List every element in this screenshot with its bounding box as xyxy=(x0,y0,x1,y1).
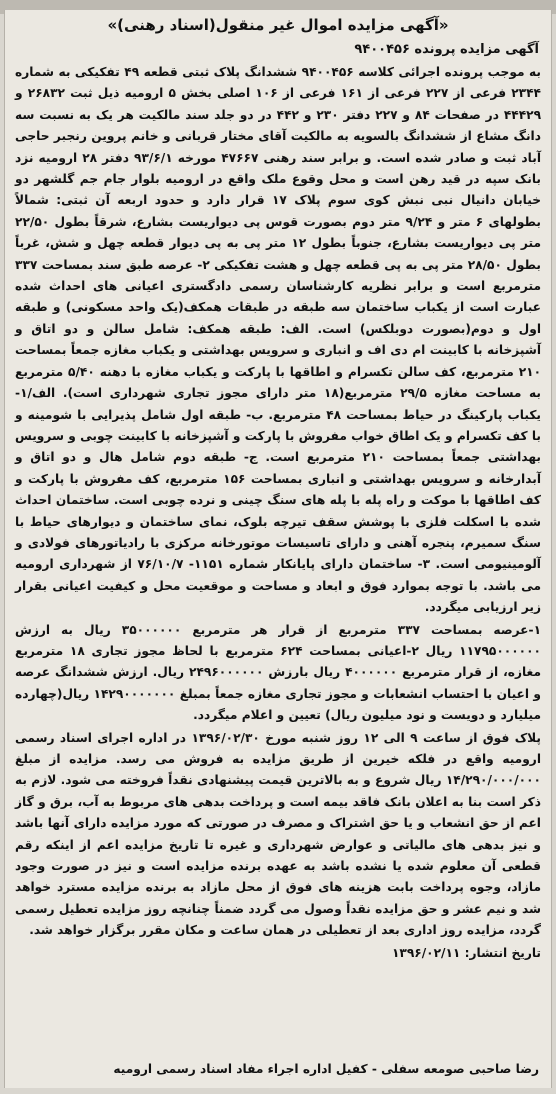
paragraph-valuation: ۱-عرصه بمساحت ۳۳۷ مترمربع از قرار هر مترمربع ۳۵۰۰۰۰۰۰ ریال به ارزش ۱۱۷۹۵۰۰۰۰۰۰ ریال ۲-اعیانی بمساحت ۶۲۴ مترمربع با لحاظ مجوز تجاری ۱۸ مترمربع مغازه، از قرار مترمربع ۴۰۰۰۰۰۰ ریال بارزش ۲۴۹۶۰۰۰۰۰۰ ریال. ارزش ششدانگ عرصه و اعیان با احتساب انشعابات و مجوز تجاری مغازه جمعاً بمبلغ ۱۴۲۹۰۰۰۰۰۰۰ ریال(چهارده میلیارد و دویست و نود میلیون ریال) تعیین و اعلام میگردد. xyxy=(15,622,542,723)
case-number: آگهی مزایده پرونده ۹۴۰۰۴۵۶ xyxy=(354,42,539,57)
paragraph-property-description: به موجب پرونده اجرائی کلاسه ۹۴۰۰۴۵۶ ششدانگ پلاک ثبتی قطعه ۴۹ تفکیکی به شماره ۲۳۴۴ فرعی از ۲۲۷ فرعی از ۱۶۱ فرعی از ۱۰۶ اصلی بخش ۵ ارومیه ذیل ثبت ۲۶۸۳۲ و ۴۴۴۲۹ در صفحات ۸۴ و ۲۲۷ دفتر ۲۳۰ و ۴۴۲ در دو جلد سند مالکیت هر یک به نسبت سه دانگ مشاع از ششدانگ بالسویه به مالکیت آقای مختار قربانی و خانم پروین رنجبر حاجی آباد ثبت و صادر شده است. و برابر سند رهنی ۴۷۶۶۷ مورخه ۹۳/۶/۱ دفتر ۲۸ ارومیه نزد بانک سپه در قید رهن است و محل وقوع ملک واقع در ارومیه بلوار جام جم گلشهر دو خیابان دانیال نبی نبش کوی سوم پلاک ۱۷ قرار دارد و حدود اربعه آن ثبتی: شمالاً بطولهای ۶ متر و ۹/۲۴ متر دوم بصورت قوس پی دیواریست بشارع، شرقاً بطول ۲۲/۵۰ متر پی دیواریست بشارع، جنوباً بطول ۱۲ متر پی به پی دیوار قطعه چهل و شش، غرباً بطول ۲۸/۵۰ متر پی به پی قطعه چهل و هشت تفکیکی ۲- عرصه طبق سند بمساحت ۳۳۷ مترمربع است و برابر نظریه کارشناسان رسمی دادگستری اعیانی های احداث شده عبارت است از یکباب ساختمان سه طبقه در طبقات همکف(یک واحد مسکونی) و طبقه اول و دوم(بصورت دوبلکس) است. الف: طبقه همکف: شامل سالن و دو اتاق و آشپزخانه با کابینت ام دی اف و انباری و سرویس بهداشتی و یکباب مغازه جمعاً بمساحت ۲۱۰ مترمربع، کف سالن تکسرام و اطاقها با پارکت و یکباب مغازه با دهنه ۵/۴۰ مترمربع به مساحت مغازه ۲۹/۵ مترمربع(۱۸ متر دارای مجوز تجاری شهرداری است). الف/۱- یکباب پارکینگ در حیاط بمساحت ۴۸ مترمربع. ب- طبقه اول شامل پذیرایی با شومینه و با کف تکسرام و یک اطاق خواب مفروش با پارکت و آشپزخانه با کابینت چوبی و سرویس بهداشتی جمعاً بمساحت ۲۱۰ مترمربع است. ج- طبقه دوم شامل هال و دو اتاق و آبدارخانه و سرویس بهداشتی و انباری بمساحت ۱۵۶ مترمربع، کف مفروش با پارکت و کف اطاقها با موکت و راه پله با پله های سنگ چینی و نرده چوبی است. ساختمان احداث شده با اسکلت فلزی با پوشش سقف تیرچه بلوک، نمای ساختمان و دیوارهای حیاط با سنگ سمیرم، پنجره آهنی و دارای تاسیسات موتورخانه مرکزی با رادیاتورهای فولادی و آلومینیومی است. ۳- ساختمان دارای پایانکار شماره ۱۱۵۱- ۷۶/۱۰/۷ از شهرداری ارومیه می باشد. با توجه بموارد فوق و ابعاد و مساحت و موقعیت محل و کیفیت اعیانی بقرار زیر ارزیابی میگردد. xyxy=(15,65,542,615)
signature-line: رضا صاحبی صومعه سفلی - کفیل اداره اجراء مفاد اسناد رسمی ارومیه xyxy=(113,1062,539,1076)
notice-body xyxy=(15,62,541,964)
auction-notice xyxy=(4,10,552,1088)
notice-title: «آگهی مزایده اموال غیر منقول(اسناد رهنی)» xyxy=(107,16,449,34)
publication-date: تاریخ انتشار: ۱۳۹۶/۰۲/۱۱ xyxy=(391,945,541,960)
paragraph-auction-terms: پلاک فوق از ساعت ۹ الی ۱۲ روز شنبه مورخ ۱۳۹۶/۰۲/۳۰ در اداره اجرای اسناد رسمی ارومیه واقع در فلکه خیرین از طریق مزایده به فروش می رسد. مزایده از مبلغ ۱۴/۲۹۰/۰۰۰/۰۰۰ ریال شروع و به بالاترین قیمت پیشنهادی نقداً فروخته می شود. لازم به ذکر است بنا به اعلان بانک فاقد بیمه است و پرداخت بدهی های مربوط به آب، برق و گاز اعم از حق انشعاب و یا حق اشتراک و مصرف در صورتی که مورد مزایده دارای آنها باشد و نیز بدهی های مالیاتی و عوارض شهرداری و غیره تا تاریخ مزایده اعم از اینکه رقم قطعی آن معلوم شده یا نشده باشد به عهده برنده مزایده است و نیز در صورت وجود مازاد، وجوه پرداخت بابت هزینه های فوق از محل مازاد به برنده مزایده مسترد خواهد شد و نیم عشر و حق مزایده نقداً وصول می گردد ضمناً چنانچه روز مزایده تعطیل رسمی گردد، مزایده روز اداری بعد از تعطیلی در همان ساعت و مکان مقرر برگزار خواهد شد. xyxy=(15,730,542,938)
